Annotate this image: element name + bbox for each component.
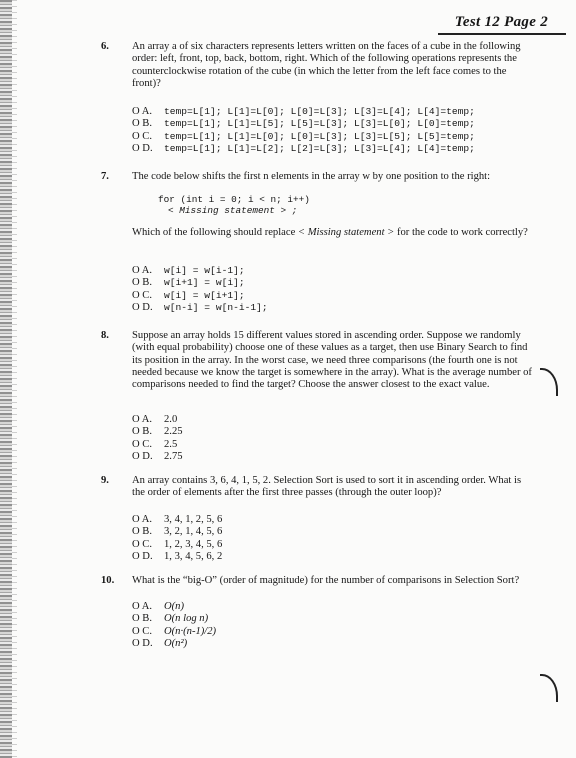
choice-label: O A. (132, 601, 153, 612)
choice-list (132, 601, 216, 650)
choice-b[interactable] (132, 613, 216, 625)
choice-d[interactable] (132, 451, 183, 463)
choice-a[interactable] (132, 265, 268, 277)
choice-text: 3, 2, 1, 4, 5, 6 (164, 526, 223, 538)
choice-label: O B. (132, 613, 153, 625)
choice-label: O C. (132, 438, 153, 450)
choice-label: O B. (132, 277, 153, 289)
choice-d[interactable] (132, 302, 268, 314)
choice-text: O(n²) (164, 637, 188, 649)
choice-label: O A. (132, 106, 153, 117)
choice-label: O B. (132, 426, 153, 438)
choice-c[interactable] (132, 131, 475, 143)
choice-label: O A. (132, 514, 153, 525)
choice-text: w[n-i] = w[n-i-1]; (164, 301, 268, 313)
question-number: 8. (101, 330, 109, 341)
choice-text: 3, 4, 1, 2, 5, 6 (164, 514, 223, 525)
page-curl-mark-lower (540, 674, 558, 702)
choice-b[interactable] (132, 118, 475, 130)
choice-d[interactable] (132, 638, 216, 650)
binding-shadow (12, 0, 17, 758)
choice-text: 2.5 (164, 438, 178, 450)
choice-b[interactable] (132, 426, 183, 438)
choice-c[interactable] (132, 439, 183, 451)
choice-text: 1, 2, 3, 4, 5, 6 (164, 538, 223, 550)
code-line-1: for (int i = 0; i < n; i++) (158, 194, 310, 205)
choice-label: O C. (132, 538, 153, 550)
choice-text: w[i+1] = w[i]; (164, 277, 245, 289)
choice-label: O D. (132, 301, 153, 313)
question-number: 6. (101, 41, 109, 52)
choice-label: O C. (132, 625, 153, 637)
header-underline (438, 33, 566, 35)
choice-c[interactable] (132, 626, 216, 638)
choice-label: O D. (132, 550, 153, 562)
question-text: An array a of six characters represents letters written on the faces of a cube in the following order: left, front, top, back, bottom, right. Which of the following operations represents the counterclockwise rotation of the cube (in which the letter from the left face comes to the front)? (132, 41, 521, 89)
choice-list (132, 265, 268, 314)
choice-text: 2.75 (164, 450, 183, 462)
choice-text: temp=L[1]; L[1]=L[2]; L[2]=L[3]; L[3]=L[4]; L[4]=temp; (164, 142, 475, 154)
choice-label: O B. (132, 526, 153, 538)
text-post: for the code to work correctly? (394, 227, 528, 238)
binding-edge (0, 0, 12, 758)
choice-label: O C. (132, 130, 153, 142)
question-text-2 (132, 227, 532, 239)
choice-list (132, 106, 475, 155)
choice-c[interactable] (132, 539, 222, 551)
question-text: The code below shifts the first n elements in the array w by one position to the right: (132, 171, 491, 182)
choice-a[interactable] (132, 601, 216, 613)
choice-c[interactable] (132, 290, 268, 302)
choice-list (132, 514, 222, 563)
choice-text: w[i] = w[i-1]; (164, 265, 245, 276)
question-text: Suppose an array holds 15 different values stored in ascending order. Suppose we randomly (with equal probability) choose one of these values as a target, then use Binary Search to find its position in the array. In the worst case, we need three comparisons (the fourth one is not needed because we know the target is somewhere in the array). What is the average number of comparisons needed to find the target? Choose the answer closest to the exact value. (132, 330, 532, 391)
question-number: 9. (101, 475, 109, 486)
text-emphasis: < Missing statement > (297, 227, 395, 238)
code-line-2: < Missing statement > ; (168, 205, 298, 216)
choice-label: O D. (132, 637, 153, 649)
page-header: Test 12 Page 2 (454, 14, 548, 30)
choice-text: 1, 3, 4, 5, 6, 2 (164, 550, 223, 562)
choice-label: O D. (132, 142, 153, 154)
choice-label: O A. (132, 414, 153, 425)
choice-text: w[i] = w[i+1]; (164, 289, 245, 301)
text-pre: Which of the following should replace (132, 227, 298, 238)
choice-text: 2.0 (164, 414, 178, 425)
choice-label: O D. (132, 450, 153, 462)
choice-text: temp=L[1]; L[1]=L[0]; L[0]=L[3]; L[3]=L[5]; L[5]=temp; (164, 130, 475, 142)
question-text: An array contains 3, 6, 4, 1, 5, 2. Selection Sort is used to sort it in ascending order. What is the order of elements after the first three passes (through the outer loop)? (132, 475, 522, 499)
choice-d[interactable] (132, 143, 475, 155)
choice-label: O C. (132, 289, 153, 301)
choice-text: temp=L[1]; L[1]=L[0]; L[0]=L[3]; L[3]=L[4]; L[4]=temp; (164, 106, 475, 117)
question-text: What is the “big-O” (order of magnitude) for the number of comparisons in Selection Sort? (132, 575, 520, 586)
choice-text: O(n) (164, 601, 185, 612)
choice-label: O A. (132, 265, 153, 276)
choice-list (132, 414, 183, 463)
choice-text: O(n·(n-1)/2) (164, 625, 217, 637)
page-curl-mark-upper (540, 368, 558, 396)
choice-b[interactable] (132, 277, 268, 289)
choice-a[interactable] (132, 414, 183, 426)
question-number: 7. (101, 171, 109, 182)
choice-a[interactable] (132, 106, 475, 118)
choice-d[interactable] (132, 551, 222, 563)
choice-label: O B. (132, 118, 153, 130)
choice-text: 2.25 (164, 426, 183, 438)
choice-b[interactable] (132, 526, 222, 538)
choice-a[interactable] (132, 514, 222, 526)
question-number: 10. (101, 575, 115, 586)
choice-text: O(n log n) (164, 613, 209, 625)
choice-text: temp=L[1]; L[1]=L[5]; L[5]=L[3]; L[3]=L[0]; L[0]=temp; (164, 118, 475, 130)
